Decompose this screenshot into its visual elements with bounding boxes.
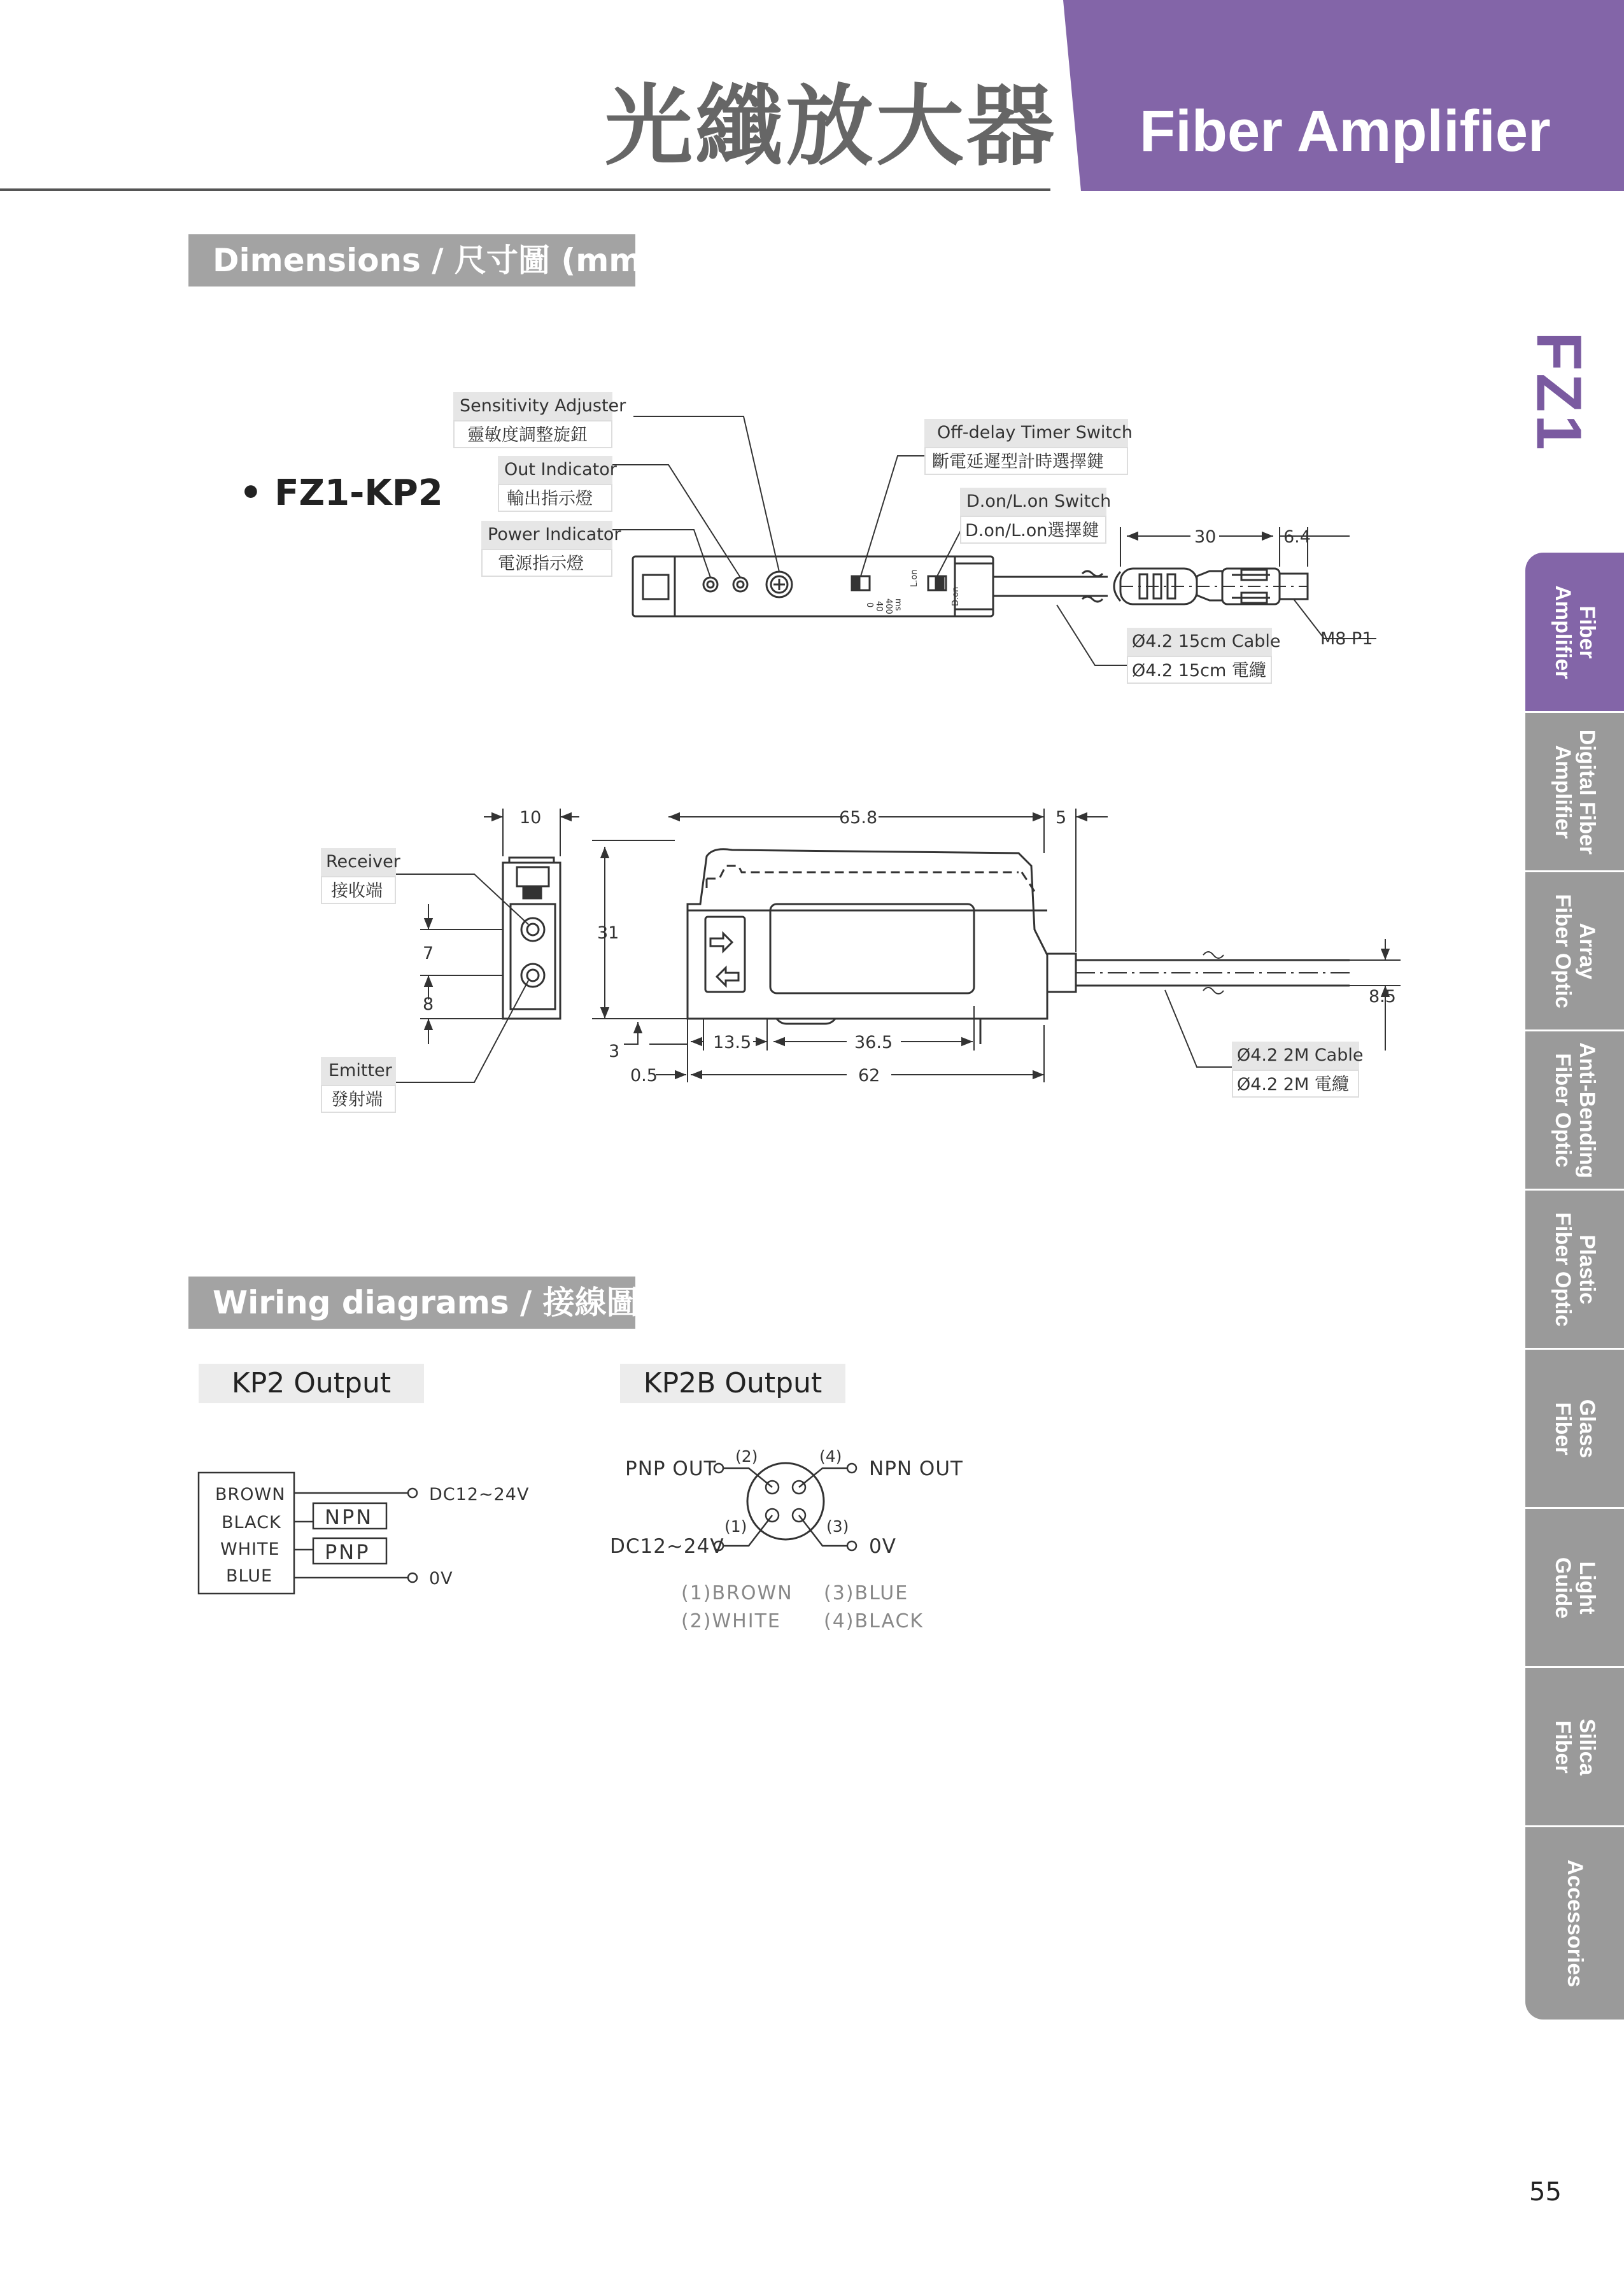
- kp2b-legend-black: (4)BLACK: [824, 1610, 924, 1632]
- side-model-code-text: FZ1: [1523, 332, 1595, 453]
- callout-m8-text: M8 P1: [1320, 629, 1373, 649]
- tab-array-fiber-optic[interactable]: [1525, 872, 1624, 1031]
- callout-power-cn: 電源指示燈: [498, 554, 584, 574]
- tab-plastic-fiber-optic-label: Plastic Fiber Optic: [1550, 1212, 1599, 1327]
- tab-accessories[interactable]: [1525, 1827, 1624, 2020]
- callout-offdelay-cn: 斷電延遲型計時選擇鍵: [932, 452, 1104, 472]
- callout-cable-2m: [1232, 1042, 1364, 1098]
- kp2b-pin4: (4): [819, 1447, 842, 1466]
- kp2-wire-white: WHITE: [220, 1539, 280, 1559]
- dim-30: 30: [1194, 527, 1217, 547]
- model-label: FZ1-KP2: [274, 472, 443, 514]
- tab-anti-bending-fiber-optic-label: Anti-Bending Fiber Optic: [1550, 1042, 1599, 1178]
- callout-donlon-cn: D.on/L.on選擇鍵: [965, 521, 1099, 541]
- kp2b-dc: DC12~24V: [610, 1535, 724, 1558]
- dim-3: 3: [609, 1042, 620, 1061]
- dim-31: 31: [597, 923, 619, 943]
- kp2-output-title: KP2 Output: [199, 1364, 424, 1403]
- tab-glass-fiber-label: Glass Fiber: [1550, 1399, 1599, 1458]
- dim-6-4: 6.4: [1283, 527, 1311, 547]
- tab-silica-fiber-label: Silica Fiber: [1550, 1718, 1599, 1775]
- tab-plastic-fiber-optic[interactable]: [1525, 1191, 1624, 1350]
- section-wiring: Wiring diagrams / 接線圖: [188, 1277, 635, 1329]
- kp2-dc-label: DC12~24V: [429, 1485, 530, 1504]
- tab-light-guide-label: Light Guide: [1550, 1557, 1599, 1618]
- callout-sensitivity-en: Sensitivity Adjuster: [460, 396, 626, 416]
- kp2-wire-blue: BLUE: [226, 1566, 273, 1586]
- page-title-en: Fiber Amplifier: [1140, 99, 1551, 164]
- dim-8-5: 8.5: [1369, 987, 1396, 1007]
- callout-cable15-en: Ø4.2 15cm Cable: [1132, 632, 1281, 651]
- dim-7: 7: [423, 944, 434, 963]
- callout-sensitivity: [453, 392, 626, 448]
- switch-mark-don: D.on: [951, 586, 961, 606]
- callout-receiver: [321, 848, 400, 904]
- callout-donlon: [960, 488, 1112, 544]
- kp2b-pnp-out: PNP OUT: [625, 1457, 717, 1480]
- tab-array-fiber-optic-label: Array Fiber Optic: [1550, 893, 1599, 1008]
- callout-donlon-en: D.on/L.on Switch: [966, 492, 1112, 511]
- tab-anti-bending-fiber-optic[interactable]: [1525, 1031, 1624, 1191]
- dim-0-5: 0.5: [630, 1066, 658, 1086]
- npn-label: NPN: [325, 1505, 374, 1529]
- callout-offdelay: [924, 419, 1133, 475]
- callout-cable2m-en: Ø4.2 2M Cable: [1237, 1045, 1364, 1065]
- tab-glass-fiber[interactable]: [1525, 1350, 1624, 1509]
- callout-out-indicator: [498, 456, 617, 512]
- kp2b-pin1: (1): [724, 1517, 747, 1536]
- timer-mark-40: 40: [874, 601, 884, 612]
- pnp-label: PNP: [325, 1540, 371, 1564]
- dim-8: 8: [423, 994, 434, 1014]
- callout-receiver-en: Receiver: [326, 852, 400, 872]
- kp2b-legend-white: (2)WHITE: [681, 1610, 781, 1632]
- callout-m8: [1315, 626, 1376, 651]
- dim-13-5: 13.5: [713, 1033, 752, 1052]
- tab-accessories-label: Accessories: [1562, 1859, 1587, 1988]
- callout-offdelay-en: Off-delay Timer Switch: [937, 423, 1133, 442]
- kp2b-npn-out: NPN OUT: [869, 1457, 963, 1480]
- front-view-cable: [1047, 952, 1350, 994]
- callout-out-en: Out Indicator: [504, 460, 617, 479]
- timer-mark-ms: ms: [893, 598, 903, 611]
- side-model-code: [1523, 332, 1595, 453]
- dim-65-8: 65.8: [839, 808, 878, 828]
- kp2b-connector-diagram: [714, 1463, 856, 1550]
- tab-fiber-amplifier[interactable]: [1525, 553, 1624, 713]
- callout-emitter: [321, 1057, 396, 1113]
- page-title-cn: 光纖放大器: [605, 75, 1057, 178]
- kp2-wire-brown: BROWN: [215, 1485, 286, 1504]
- dim-36-5: 36.5: [854, 1033, 893, 1052]
- callout-emitter-cn: 發射端: [331, 1090, 383, 1110]
- power-indicator-shape: [703, 577, 717, 591]
- callout-cable-15cm: [1127, 628, 1281, 684]
- kp2b-pin3: (3): [826, 1517, 849, 1536]
- tab-silica-fiber[interactable]: [1525, 1668, 1624, 1827]
- model-name: • FZ1-KP2: [239, 472, 443, 514]
- callout-receiver-cn: 接收端: [331, 881, 383, 901]
- callout-emitter-en: Emitter: [328, 1061, 392, 1080]
- kp2-wire-black: BLACK: [222, 1513, 281, 1532]
- front-view-body: [688, 849, 1047, 1044]
- out-indicator-shape: [733, 577, 747, 591]
- page-number: 55: [1529, 2177, 1562, 2207]
- dim-5: 5: [1056, 808, 1067, 828]
- top-view-cable: [993, 571, 1108, 602]
- kp2b-legend-brown: (1)BROWN: [681, 1582, 793, 1604]
- callout-cable15-cn: Ø4.2 15cm 電纜: [1132, 661, 1266, 681]
- dim-62: 62: [858, 1066, 880, 1086]
- callout-out-cn: 輸出指示燈: [507, 489, 593, 509]
- kp2b-output-title: KP2B Output: [620, 1364, 845, 1403]
- tab-fiber-amplifier-label: Fiber Amplifier: [1550, 584, 1599, 679]
- dim-10: 10: [519, 808, 542, 828]
- kp2b-0v: 0V: [869, 1535, 896, 1558]
- kp2b-pin2: (2): [735, 1447, 758, 1466]
- switch-mark-lon: L.on: [910, 569, 919, 587]
- kp2b-legend-blue: (3)BLUE: [824, 1582, 909, 1604]
- end-view-body: [503, 858, 560, 1019]
- m8-connector-shape: [1114, 569, 1308, 604]
- section-dimensions: Dimensions / 尺寸圖 (mm): [188, 234, 635, 287]
- tab-digital-fiber-amplifier-label: Digital Fiber Amplifier: [1550, 729, 1599, 854]
- tab-light-guide[interactable]: [1525, 1509, 1624, 1668]
- timer-mark-400: 400: [884, 598, 893, 614]
- kp2-0v-label: 0V: [429, 1569, 453, 1588]
- callout-power-indicator: [481, 521, 621, 577]
- callout-power-en: Power Indicator: [488, 525, 621, 544]
- callout-sensitivity-cn: 靈敏度調整旋鈕: [467, 425, 588, 445]
- timer-mark-0: 0: [865, 602, 874, 608]
- tab-digital-fiber-amplifier[interactable]: [1525, 713, 1624, 872]
- callout-cable2m-cn: Ø4.2 2M 電纜: [1237, 1075, 1349, 1094]
